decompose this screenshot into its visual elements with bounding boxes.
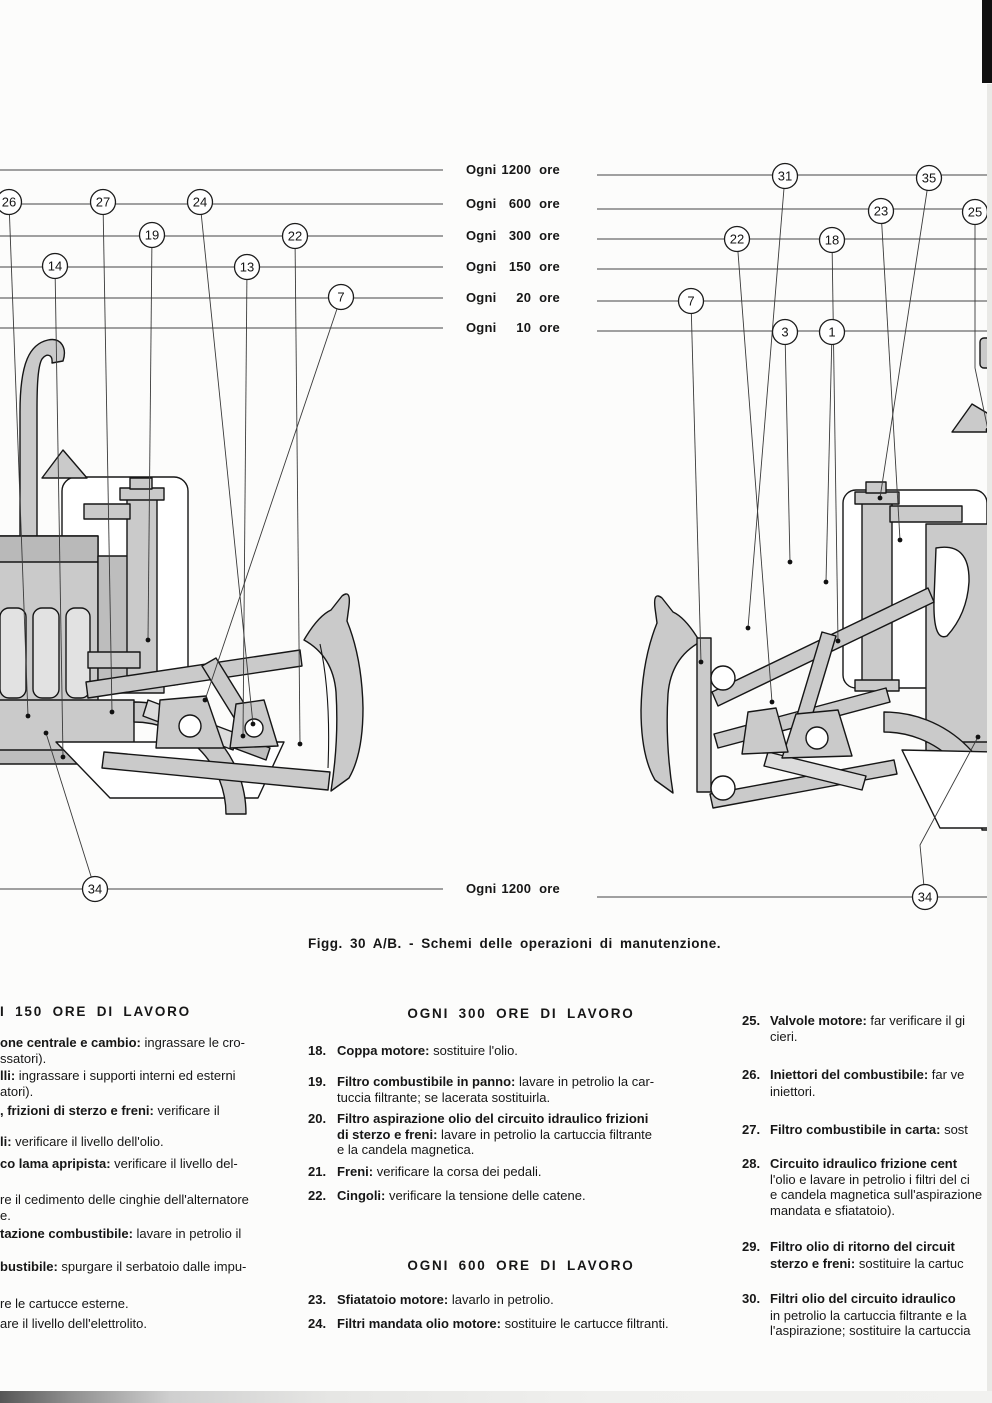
item-topic: di sterzo e freni:: [337, 1127, 438, 1142]
leader-dot: [770, 700, 775, 705]
leader-dot: [203, 698, 208, 703]
item-topic: lli:: [0, 1068, 16, 1083]
item-topic: co lama apripista:: [0, 1156, 111, 1171]
item-description: verificare la tensione delle catene.: [385, 1188, 586, 1203]
item-topic: Cingoli:: [337, 1188, 386, 1203]
top-hose: [84, 504, 130, 519]
section-header: OGNI 300 ORE DI LAVORO: [407, 1006, 635, 1021]
pivot-bracket: [742, 708, 788, 754]
callout-number: 27: [95, 194, 111, 210]
item-topic: Filtro aspirazione olio del circuito idraulico frizioni: [337, 1111, 649, 1126]
callout-number: 14: [47, 258, 63, 274]
item-description: far ve: [928, 1067, 965, 1082]
item-description: verificare la corsa dei pedali.: [373, 1164, 542, 1179]
engine-detail: [33, 608, 59, 698]
schedule-unit: ore: [539, 881, 560, 896]
item-topic: , frizioni di sterzo e freni:: [0, 1103, 154, 1118]
item-description: lavarlo in petrolio.: [448, 1292, 554, 1307]
item-number: 30.: [742, 1291, 761, 1306]
item-topic: Freni:: [337, 1164, 374, 1179]
leader-dot: [298, 742, 303, 747]
leader-line: [691, 301, 701, 662]
air-precleaner: [42, 450, 87, 478]
schedule-prefix: Ogni: [466, 320, 497, 335]
page-bottom-scan-bar: [0, 1391, 992, 1403]
leader-dot: [898, 538, 903, 543]
item-description: l'aspirazione; sostituire la cartuccia: [770, 1323, 971, 1338]
top-hose: [890, 506, 962, 522]
item-number: 26.: [742, 1067, 761, 1082]
schedule-prefix: Ogni: [466, 196, 497, 211]
item-description: verificare il livello dell'olio.: [11, 1134, 164, 1149]
schedule-label: [466, 881, 560, 896]
item-topic: Filtro combustibile in carta:: [770, 1122, 941, 1137]
schedule-hours: 600: [508, 196, 532, 211]
schedule-label: [466, 228, 560, 243]
schedule-unit: ore: [539, 320, 560, 335]
dozer-blade: [641, 596, 700, 793]
callout-number: 22: [287, 228, 303, 244]
schedule-unit: ore: [539, 162, 560, 177]
leader-line: [748, 176, 785, 628]
item-topic: Valvole motore:: [770, 1013, 867, 1028]
item-description: ingrassare i supporti interni ed esterni: [15, 1068, 236, 1083]
item-topic: Coppa motore:: [337, 1043, 430, 1058]
callout-number: 1: [828, 324, 836, 340]
section-header: I 150 ORE DI LAVORO: [0, 1004, 191, 1019]
schedule-hours: 20: [516, 290, 532, 305]
item-topic: Filtro olio di ritorno del circuit: [770, 1239, 955, 1254]
leader-dot: [878, 496, 883, 501]
schedule-unit: ore: [539, 228, 560, 243]
item-description: cieri.: [770, 1029, 798, 1044]
callout-number: 35: [921, 170, 937, 186]
item-number: 22.: [308, 1188, 327, 1203]
schedule-label: [466, 162, 560, 177]
item-topic: sterzo e freni:: [770, 1256, 856, 1271]
callout-number: 34: [917, 889, 933, 905]
item-number: 19.: [308, 1074, 327, 1089]
pivot-hole: [806, 727, 828, 749]
callout-number: 19: [144, 227, 160, 243]
page-corner-mark: [982, 0, 992, 83]
item-description: tuccia filtrante; se lacerata sostituirla.: [337, 1090, 551, 1105]
item-topic: li:: [0, 1134, 12, 1149]
callout-number: 23: [873, 203, 889, 219]
schedule-label: [466, 290, 560, 305]
pivot-hole: [711, 776, 735, 800]
leader-dot: [836, 639, 841, 644]
item-description: sost: [940, 1122, 968, 1137]
callout-number: 22: [729, 231, 745, 247]
engine-detail: [0, 608, 26, 698]
leader-line: [826, 332, 832, 582]
item-description: re il cedimento delle cinghie dell'alternatore: [0, 1192, 249, 1207]
valve-cover: [0, 536, 98, 562]
item-topic: Filtri olio del circuito idraulico: [770, 1291, 956, 1306]
item-description: sostituire le cartucce filtranti.: [500, 1316, 669, 1331]
pivot-hole: [711, 666, 735, 690]
schedule-hours: 1200: [501, 881, 532, 896]
item-description: ingrassare le cro-: [140, 1035, 245, 1050]
schedule-hours: 300: [508, 228, 532, 243]
item-topic: Filtri mandata olio motore:: [337, 1316, 501, 1331]
section-header: OGNI 600 ORE DI LAVORO: [407, 1258, 635, 1273]
item-topic: one centrale e cambio:: [0, 1035, 141, 1050]
item-description: re le cartucce esterne.: [0, 1296, 129, 1311]
item-topic: Filtro combustibile in panno:: [337, 1074, 516, 1089]
pivot-hole: [179, 715, 201, 737]
leader-dot: [26, 714, 31, 719]
item-description: atori).: [0, 1084, 34, 1099]
item-topic: Circuito idraulico frizione cent: [770, 1156, 958, 1171]
item-number: 25.: [742, 1013, 761, 1028]
item-description: mandata e sfiatatoio).: [770, 1203, 896, 1218]
callout-number: 25: [967, 204, 983, 220]
track-gap: [902, 750, 992, 828]
item-description: ssatori).: [0, 1051, 47, 1066]
item-description: lavare in petrolio la car-: [515, 1074, 655, 1089]
leader-dot: [44, 731, 49, 736]
leader-line: [832, 240, 838, 641]
leader-dot: [241, 734, 246, 739]
schedule-hours: 1200: [501, 162, 532, 177]
callout-number: 18: [824, 232, 840, 248]
schedule-label: [466, 259, 560, 274]
schedule-hours: 150: [508, 259, 532, 274]
leader-line: [880, 178, 929, 498]
leader-line: [737, 239, 772, 702]
item-topic: bustibile:: [0, 1259, 58, 1274]
leader-dot: [61, 755, 66, 760]
item-description: spurgare il serbatoio dalle impu-: [57, 1259, 247, 1274]
item-number: 28.: [742, 1156, 761, 1171]
leader-dot: [788, 560, 793, 565]
leader-dot: [251, 722, 256, 727]
schedule-prefix: Ogni: [466, 881, 497, 896]
dozer-blade: [304, 594, 363, 791]
leader-dot: [110, 710, 115, 715]
item-description: sostituire l'olio.: [429, 1043, 518, 1058]
item-number: 24.: [308, 1316, 327, 1331]
schedule-prefix: Ogni: [466, 259, 497, 274]
item-description: l'olio e lavare in petrolio i filtri del ci: [770, 1172, 970, 1187]
item-topic: Iniettori del combustibile:: [770, 1067, 929, 1082]
callout-number: 26: [1, 194, 17, 210]
leader-dot: [976, 735, 981, 740]
leader-dot: [824, 580, 829, 585]
callout-number: 34: [87, 881, 103, 897]
leader-dot: [699, 660, 704, 665]
item-number: 21.: [308, 1164, 327, 1179]
leader-line: [785, 332, 790, 562]
item-description: e candela magnetica sull'aspirazione: [770, 1187, 983, 1202]
schedule-prefix: Ogni: [466, 162, 497, 177]
callout-number: 31: [777, 168, 793, 184]
page-edge-shade: [987, 84, 992, 1391]
callout-number: 24: [192, 194, 208, 210]
schedule-prefix: Ogni: [466, 228, 497, 243]
leader-line: [295, 236, 300, 744]
schedule-unit: ore: [539, 259, 560, 274]
bottom-hose: [88, 652, 140, 668]
item-description: iniettori.: [770, 1084, 816, 1099]
cut-off-part: [952, 404, 992, 432]
item-number: 27.: [742, 1122, 761, 1137]
item-description: e la candela magnetica.: [337, 1142, 475, 1157]
item-number: 29.: [742, 1239, 761, 1254]
callout-number: 13: [239, 259, 255, 275]
schedule-label: [466, 196, 560, 211]
radiator-top-tank: [120, 488, 164, 500]
item-number: 20.: [308, 1111, 327, 1126]
item-description: lavare in petrolio la cartuccia filtrante: [437, 1127, 653, 1142]
callout-number: 3: [781, 324, 789, 340]
item-topic: tazione combustibile:: [0, 1226, 133, 1241]
schedule-unit: ore: [539, 196, 560, 211]
item-description: e.: [0, 1208, 11, 1223]
radiator-top-tank: [855, 492, 899, 504]
schedule-prefix: Ogni: [466, 290, 497, 305]
item-description: lavare in petrolio il: [132, 1226, 242, 1241]
schedule-hours: 10: [516, 320, 532, 335]
radiator-core: [862, 500, 892, 684]
radiator-bottom-tank: [855, 680, 899, 691]
leader-dot: [746, 626, 751, 631]
figure-caption: Figg. 30 A/B. - Schemi delle operazioni di manutenzione.: [308, 936, 722, 951]
item-topic: Sfiatatoio motore:: [337, 1292, 449, 1307]
item-description: in petrolio la cartuccia filtrante e la: [770, 1308, 967, 1323]
item-number: 18.: [308, 1043, 327, 1058]
schedule-unit: ore: [539, 290, 560, 305]
item-number: 23.: [308, 1292, 327, 1307]
item-description: verificare il livello del-: [110, 1156, 238, 1171]
item-description: are il livello dell'elettrolito.: [0, 1316, 147, 1331]
radiator-cap: [866, 482, 886, 493]
leader-dot: [146, 638, 151, 643]
callout-number: 7: [687, 293, 695, 309]
pivot-hole: [245, 719, 263, 737]
item-description: far verificare il gi: [866, 1013, 966, 1028]
schedule-label: [466, 320, 560, 335]
radiator-cap: [130, 478, 152, 489]
bulldozer-rear-view-illustration: [0, 340, 363, 814]
item-description: sostituire la cartuc: [855, 1256, 964, 1271]
callout-number: 7: [337, 289, 345, 305]
item-description: verificare il: [153, 1103, 220, 1118]
